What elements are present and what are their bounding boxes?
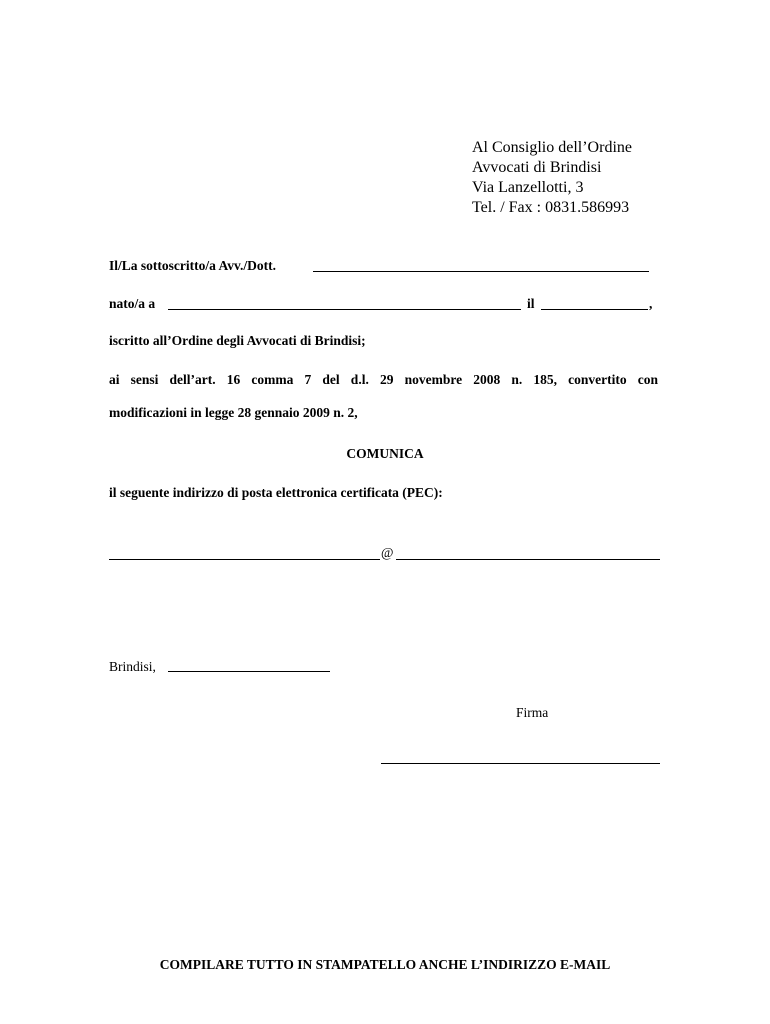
law-reference-line-2: modificazioni in legge 28 gennaio 2009 n. 2, <box>109 405 358 420</box>
name-field[interactable] <box>313 271 649 272</box>
place-label: Brindisi, <box>109 659 156 674</box>
pec-domain-field[interactable] <box>396 559 660 560</box>
birthplace-label: nato/a a <box>109 296 156 311</box>
law-reference-line-1: ai sensi dell’art. 16 comma 7 del d.l. 29 novembre 2008 n. 185, convertito con <box>109 372 658 387</box>
birthplace-field[interactable] <box>168 309 521 310</box>
birthdate-label: il <box>527 296 535 311</box>
recipient-address <box>472 138 632 218</box>
birthdate-field[interactable] <box>541 309 648 310</box>
date-field[interactable] <box>168 671 330 672</box>
name-label: Il/La sottoscritto/a Avv./Dott. <box>109 258 276 273</box>
pec-at-symbol: @ <box>381 545 394 560</box>
recipient-line-phone: Tel. / Fax : 0831.586993 <box>472 199 630 216</box>
signature-label: Firma <box>516 705 549 720</box>
footer-instruction: COMPILARE TUTTO IN STAMPATELLO ANCHE L’INDIRIZZO E-MAIL <box>159 957 611 972</box>
signature-field[interactable] <box>381 763 660 764</box>
pec-intro: il seguente indirizzo di posta elettronica certificata (PEC): <box>109 485 443 500</box>
birthdate-comma: , <box>649 296 653 311</box>
enrollment-statement: iscritto all’Ordine degli Avvocati di Brindisi; <box>109 333 366 348</box>
recipient-line-council: Al Consiglio dell’Ordine <box>472 139 632 156</box>
recipient-line-bar: Avvocati di Brindisi <box>472 159 602 176</box>
recipient-line-street: Via Lanzellotti, 3 <box>472 179 584 196</box>
comunica-heading: COMUNICA <box>346 446 424 461</box>
pec-username-field[interactable] <box>109 559 380 560</box>
